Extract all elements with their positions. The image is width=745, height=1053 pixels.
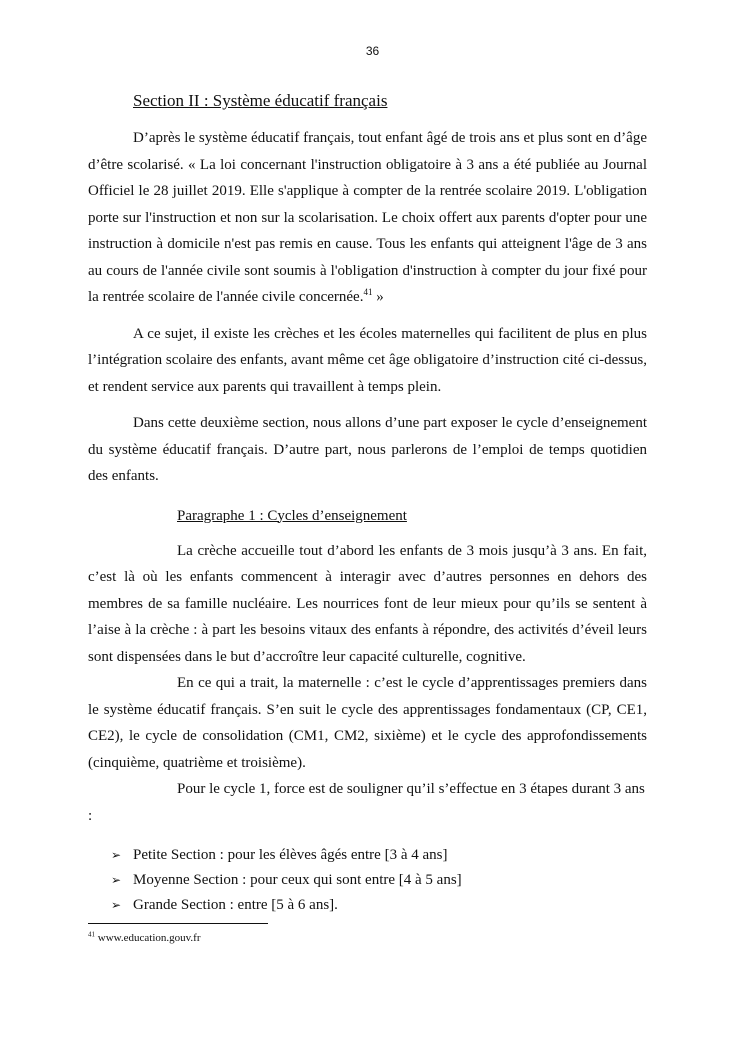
footnote-text: www.education.gouv.fr bbox=[95, 932, 201, 944]
list-item bbox=[88, 843, 647, 868]
paragraph-creche-description: La crèche accueille tout d’abord les enfants de 3 mois jusqu’à 3 ans. En fait, c’est là où les enfants commencent à interagir avec d’autres personnes en dehors des membres de sa famille nucléaire. Les nourrices font de leur mieux pour qu’ils se sentent à l’aise à la crèche : à part les besoins vitaux des enfants à répondre, des activités d’éveil leurs sont dispensées dans le but d’accroître leur capacité culturelle, cognitive. bbox=[88, 542, 647, 665]
section-title: Section II : Système éducatif français bbox=[133, 91, 388, 110]
paragraph-section-plan: Dans cette deuxième section, nous allons d’une part exposer le cycle d’enseignement du système éducatif français. D’autre part, nous parlerons de l’emploi de temps quotidien des enfants. bbox=[88, 415, 647, 484]
footnote-reference: 41 bbox=[363, 287, 373, 297]
paragraph-title: Paragraphe 1 : Cycles d’enseignement bbox=[177, 507, 407, 524]
paragraph-creches: A ce sujet, il existe les crèches et les écoles maternelles qui facilitent de plus en plus l’intégration scolaire des enfants, avant même cet âge obligatoire d’instruction cité ci-dessus, et rendent service aux parents qui travaillent à temps plein. bbox=[88, 325, 647, 395]
arrow-bullet-icon: ➢ bbox=[111, 898, 122, 912]
paragraph-maternelle: En ce qui a trait, la maternelle : c’est le cycle d’apprentissages premiers dans le système éducatif français. S’en suit le cycle des apprentissages fondamentaux (CP, CE1, CE2), le cycle de consolidation (CM1, CM2, sixième) et le cycle des approfondissements (cinquième, quatrième et troisième). bbox=[88, 675, 647, 771]
paragraph-intro bbox=[88, 125, 647, 311]
document-body bbox=[88, 88, 647, 946]
paragraph-intro-text: D’après le système éducatif français, tout enfant âgé de trois ans et plus sont en d’âge d’être scolarisé. « La loi concernant l'instruction obligatoire à 3 ans a été publiée au Journal Officiel le 28 juillet 2019. Elle s'applique à compter de la rentrée scolaire 2019. L'obligation porte sur l'instruction et non sur la scolarisation. Le choix offert aux parents d'opter pour une instruction à domicile n'est pas remis en cause. Tous les enfants qui atteignent l'âge de 3 ans au cours de l'année civile sont soumis à l'obligation d'instruction à compter du jour fixé pour la rentrée scolaire de l'année civile concernée. bbox=[88, 130, 647, 305]
list-item bbox=[88, 868, 647, 893]
footnote-number: 41 bbox=[88, 930, 95, 939]
footnote bbox=[88, 930, 647, 946]
closing-quote: » bbox=[372, 289, 384, 305]
list-item bbox=[88, 893, 647, 918]
list-item-text: Moyenne Section : pour ceux qui sont entre [4 à 5 ans] bbox=[133, 872, 462, 888]
arrow-bullet-icon: ➢ bbox=[111, 848, 122, 862]
list-item-text: Grande Section : entre [5 à 6 ans]. bbox=[133, 897, 338, 913]
page-number: 36 bbox=[365, 44, 380, 58]
paragraph-cycle-one: Pour le cycle 1, force est de souligner qu’il s’effectue en 3 étapes durant 3 ans : bbox=[88, 781, 645, 824]
footnote-separator bbox=[88, 923, 268, 924]
list-item-text: Petite Section : pour les élèves âgés entre [3 à 4 ans] bbox=[133, 847, 448, 863]
cycle-stages-list bbox=[88, 843, 647, 918]
arrow-bullet-icon: ➢ bbox=[111, 873, 122, 887]
